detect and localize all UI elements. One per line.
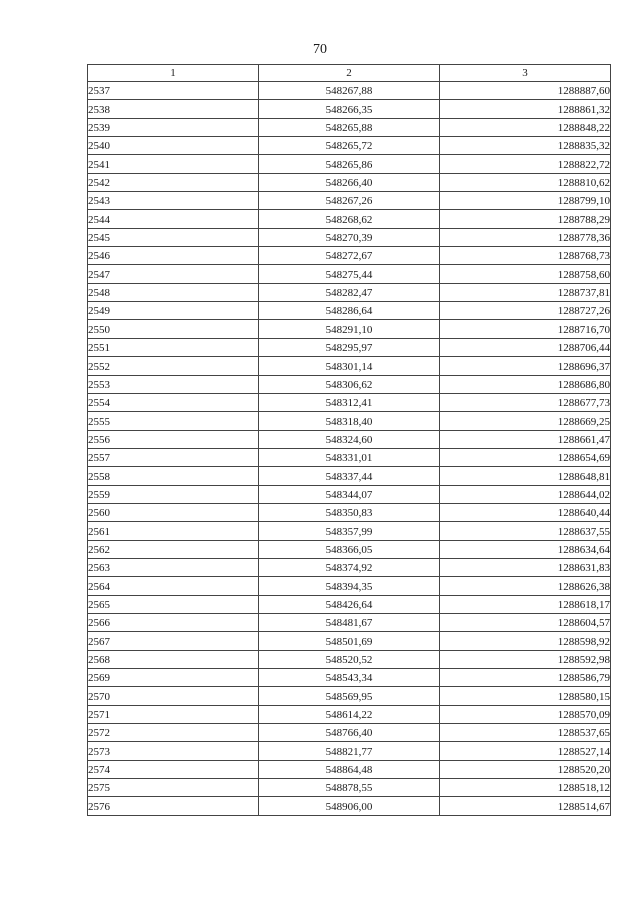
x-coordinate-cell: 548318,40: [259, 412, 440, 430]
point-number-cell: 2576: [88, 797, 259, 815]
y-coordinate-cell: 1288527,14: [440, 742, 611, 760]
point-number-cell: 2570: [88, 687, 259, 705]
table-row: [88, 137, 611, 155]
y-coordinate-cell: 1288514,67: [440, 797, 611, 815]
point-number-cell: 2540: [88, 137, 259, 155]
x-coordinate-cell: 548394,35: [259, 577, 440, 595]
table-row: [88, 577, 611, 595]
y-coordinate-cell: 1288822,72: [440, 155, 611, 173]
point-number-cell: 2558: [88, 467, 259, 485]
table-row: [88, 595, 611, 613]
x-coordinate-cell: 548864,48: [259, 760, 440, 778]
point-number-cell: 2565: [88, 595, 259, 613]
column-header-3: 3: [440, 65, 611, 82]
table-row: [88, 448, 611, 466]
table-header-row: [88, 65, 611, 82]
point-number-cell: 2547: [88, 265, 259, 283]
y-coordinate-cell: 1288788,29: [440, 210, 611, 228]
table-row: [88, 210, 611, 228]
x-coordinate-cell: 548366,05: [259, 540, 440, 558]
point-number-cell: 2553: [88, 375, 259, 393]
point-number-cell: 2542: [88, 173, 259, 191]
table-row: [88, 522, 611, 540]
point-number-cell: 2572: [88, 724, 259, 742]
table-row: [88, 283, 611, 301]
point-number-cell: 2544: [88, 210, 259, 228]
y-coordinate-cell: 1288644,02: [440, 485, 611, 503]
x-coordinate-cell: 548291,10: [259, 320, 440, 338]
y-coordinate-cell: 1288631,83: [440, 558, 611, 576]
y-coordinate-cell: 1288696,37: [440, 357, 611, 375]
x-coordinate-cell: 548282,47: [259, 283, 440, 301]
table-row: [88, 100, 611, 118]
point-number-cell: 2573: [88, 742, 259, 760]
table-row: [88, 650, 611, 668]
point-number-cell: 2549: [88, 302, 259, 320]
y-coordinate-cell: 1288626,38: [440, 577, 611, 595]
table-row: [88, 705, 611, 723]
x-coordinate-cell: 548426,64: [259, 595, 440, 613]
y-coordinate-cell: 1288887,60: [440, 82, 611, 100]
y-coordinate-cell: 1288778,36: [440, 228, 611, 246]
x-coordinate-cell: 548324,60: [259, 430, 440, 448]
point-number-cell: 2555: [88, 412, 259, 430]
x-coordinate-cell: 548520,52: [259, 650, 440, 668]
x-coordinate-cell: 548295,97: [259, 338, 440, 356]
table-row: [88, 760, 611, 778]
table-row: [88, 357, 611, 375]
x-coordinate-cell: 548569,95: [259, 687, 440, 705]
y-coordinate-cell: 1288518,12: [440, 779, 611, 797]
y-coordinate-cell: 1288835,32: [440, 137, 611, 155]
table-row: [88, 687, 611, 705]
point-number-cell: 2567: [88, 632, 259, 650]
table-row: [88, 540, 611, 558]
y-coordinate-cell: 1288654,69: [440, 448, 611, 466]
x-coordinate-cell: 548270,39: [259, 228, 440, 246]
x-coordinate-cell: 548878,55: [259, 779, 440, 797]
x-coordinate-cell: 548481,67: [259, 613, 440, 631]
point-number-cell: 2563: [88, 558, 259, 576]
x-coordinate-cell: 548766,40: [259, 724, 440, 742]
y-coordinate-cell: 1288810,62: [440, 173, 611, 191]
x-coordinate-cell: 548306,62: [259, 375, 440, 393]
x-coordinate-cell: 548267,26: [259, 192, 440, 210]
point-number-cell: 2575: [88, 779, 259, 797]
y-coordinate-cell: 1288706,44: [440, 338, 611, 356]
table-row: [88, 669, 611, 687]
y-coordinate-cell: 1288799,10: [440, 192, 611, 210]
table-row: [88, 503, 611, 521]
y-coordinate-cell: 1288727,26: [440, 302, 611, 320]
x-coordinate-cell: 548614,22: [259, 705, 440, 723]
y-coordinate-cell: 1288861,32: [440, 100, 611, 118]
table-row: [88, 430, 611, 448]
column-header-1: 1: [88, 65, 259, 82]
x-coordinate-cell: 548543,34: [259, 669, 440, 687]
y-coordinate-cell: 1288758,60: [440, 265, 611, 283]
point-number-cell: 2551: [88, 338, 259, 356]
y-coordinate-cell: 1288737,81: [440, 283, 611, 301]
y-coordinate-cell: 1288848,22: [440, 118, 611, 136]
table-row: [88, 155, 611, 173]
point-number-cell: 2550: [88, 320, 259, 338]
table-row: [88, 265, 611, 283]
table-row: [88, 192, 611, 210]
point-number-cell: 2560: [88, 503, 259, 521]
y-coordinate-cell: 1288716,70: [440, 320, 611, 338]
point-number-cell: 2541: [88, 155, 259, 173]
point-number-cell: 2556: [88, 430, 259, 448]
point-number-cell: 2543: [88, 192, 259, 210]
x-coordinate-cell: 548265,86: [259, 155, 440, 173]
y-coordinate-cell: 1288634,64: [440, 540, 611, 558]
x-coordinate-cell: 548286,64: [259, 302, 440, 320]
y-coordinate-cell: 1288520,20: [440, 760, 611, 778]
y-coordinate-cell: 1288640,44: [440, 503, 611, 521]
x-coordinate-cell: 548266,35: [259, 100, 440, 118]
table-row: [88, 173, 611, 191]
y-coordinate-cell: 1288637,55: [440, 522, 611, 540]
y-coordinate-cell: 1288570,09: [440, 705, 611, 723]
point-number-cell: 2546: [88, 247, 259, 265]
table-row: [88, 393, 611, 411]
y-coordinate-cell: 1288618,17: [440, 595, 611, 613]
table-row: [88, 228, 611, 246]
table-row: [88, 613, 611, 631]
point-number-cell: 2559: [88, 485, 259, 503]
table-row: [88, 302, 611, 320]
point-number-cell: 2562: [88, 540, 259, 558]
x-coordinate-cell: 548337,44: [259, 467, 440, 485]
table-row: [88, 247, 611, 265]
x-coordinate-cell: 548301,14: [259, 357, 440, 375]
point-number-cell: 2574: [88, 760, 259, 778]
point-number-cell: 2554: [88, 393, 259, 411]
x-coordinate-cell: 548272,67: [259, 247, 440, 265]
point-number-cell: 2552: [88, 357, 259, 375]
point-number-cell: 2537: [88, 82, 259, 100]
page-number: 70: [313, 42, 327, 57]
table-row: [88, 375, 611, 393]
y-coordinate-cell: 1288648,81: [440, 467, 611, 485]
x-coordinate-cell: 548331,01: [259, 448, 440, 466]
y-coordinate-cell: 1288604,57: [440, 613, 611, 631]
table-row: [88, 724, 611, 742]
y-coordinate-cell: 1288768,73: [440, 247, 611, 265]
table-row: [88, 779, 611, 797]
x-coordinate-cell: 548357,99: [259, 522, 440, 540]
table-row: [88, 82, 611, 100]
y-coordinate-cell: 1288537,65: [440, 724, 611, 742]
point-number-cell: 2571: [88, 705, 259, 723]
y-coordinate-cell: 1288661,47: [440, 430, 611, 448]
x-coordinate-cell: 548821,77: [259, 742, 440, 760]
y-coordinate-cell: 1288669,25: [440, 412, 611, 430]
point-number-cell: 2569: [88, 669, 259, 687]
point-number-cell: 2548: [88, 283, 259, 301]
y-coordinate-cell: 1288592,98: [440, 650, 611, 668]
x-coordinate-cell: 548265,88: [259, 118, 440, 136]
x-coordinate-cell: 548312,41: [259, 393, 440, 411]
point-number-cell: 2538: [88, 100, 259, 118]
table-row: [88, 320, 611, 338]
x-coordinate-cell: 548501,69: [259, 632, 440, 650]
table-row: [88, 118, 611, 136]
point-number-cell: 2557: [88, 448, 259, 466]
table-row: [88, 338, 611, 356]
table-row: [88, 558, 611, 576]
x-coordinate-cell: 548906,00: [259, 797, 440, 815]
x-coordinate-cell: 548275,44: [259, 265, 440, 283]
point-number-cell: 2566: [88, 613, 259, 631]
table-row: [88, 467, 611, 485]
table-body: [88, 82, 611, 816]
x-coordinate-cell: 548265,72: [259, 137, 440, 155]
y-coordinate-cell: 1288677,73: [440, 393, 611, 411]
point-number-cell: 2545: [88, 228, 259, 246]
point-number-cell: 2568: [88, 650, 259, 668]
table-row: [88, 485, 611, 503]
table-row: [88, 412, 611, 430]
x-coordinate-cell: 548344,07: [259, 485, 440, 503]
table-row: [88, 742, 611, 760]
y-coordinate-cell: 1288586,79: [440, 669, 611, 687]
x-coordinate-cell: 548267,88: [259, 82, 440, 100]
y-coordinate-cell: 1288686,80: [440, 375, 611, 393]
x-coordinate-cell: 548374,92: [259, 558, 440, 576]
point-number-cell: 2539: [88, 118, 259, 136]
column-header-2: 2: [259, 65, 440, 82]
point-number-cell: 2561: [88, 522, 259, 540]
y-coordinate-cell: 1288580,15: [440, 687, 611, 705]
y-coordinate-cell: 1288598,92: [440, 632, 611, 650]
table-row: [88, 797, 611, 815]
point-number-cell: 2564: [88, 577, 259, 595]
x-coordinate-cell: 548268,62: [259, 210, 440, 228]
coordinates-table: [87, 64, 611, 816]
table-row: [88, 632, 611, 650]
x-coordinate-cell: 548350,83: [259, 503, 440, 521]
x-coordinate-cell: 548266,40: [259, 173, 440, 191]
